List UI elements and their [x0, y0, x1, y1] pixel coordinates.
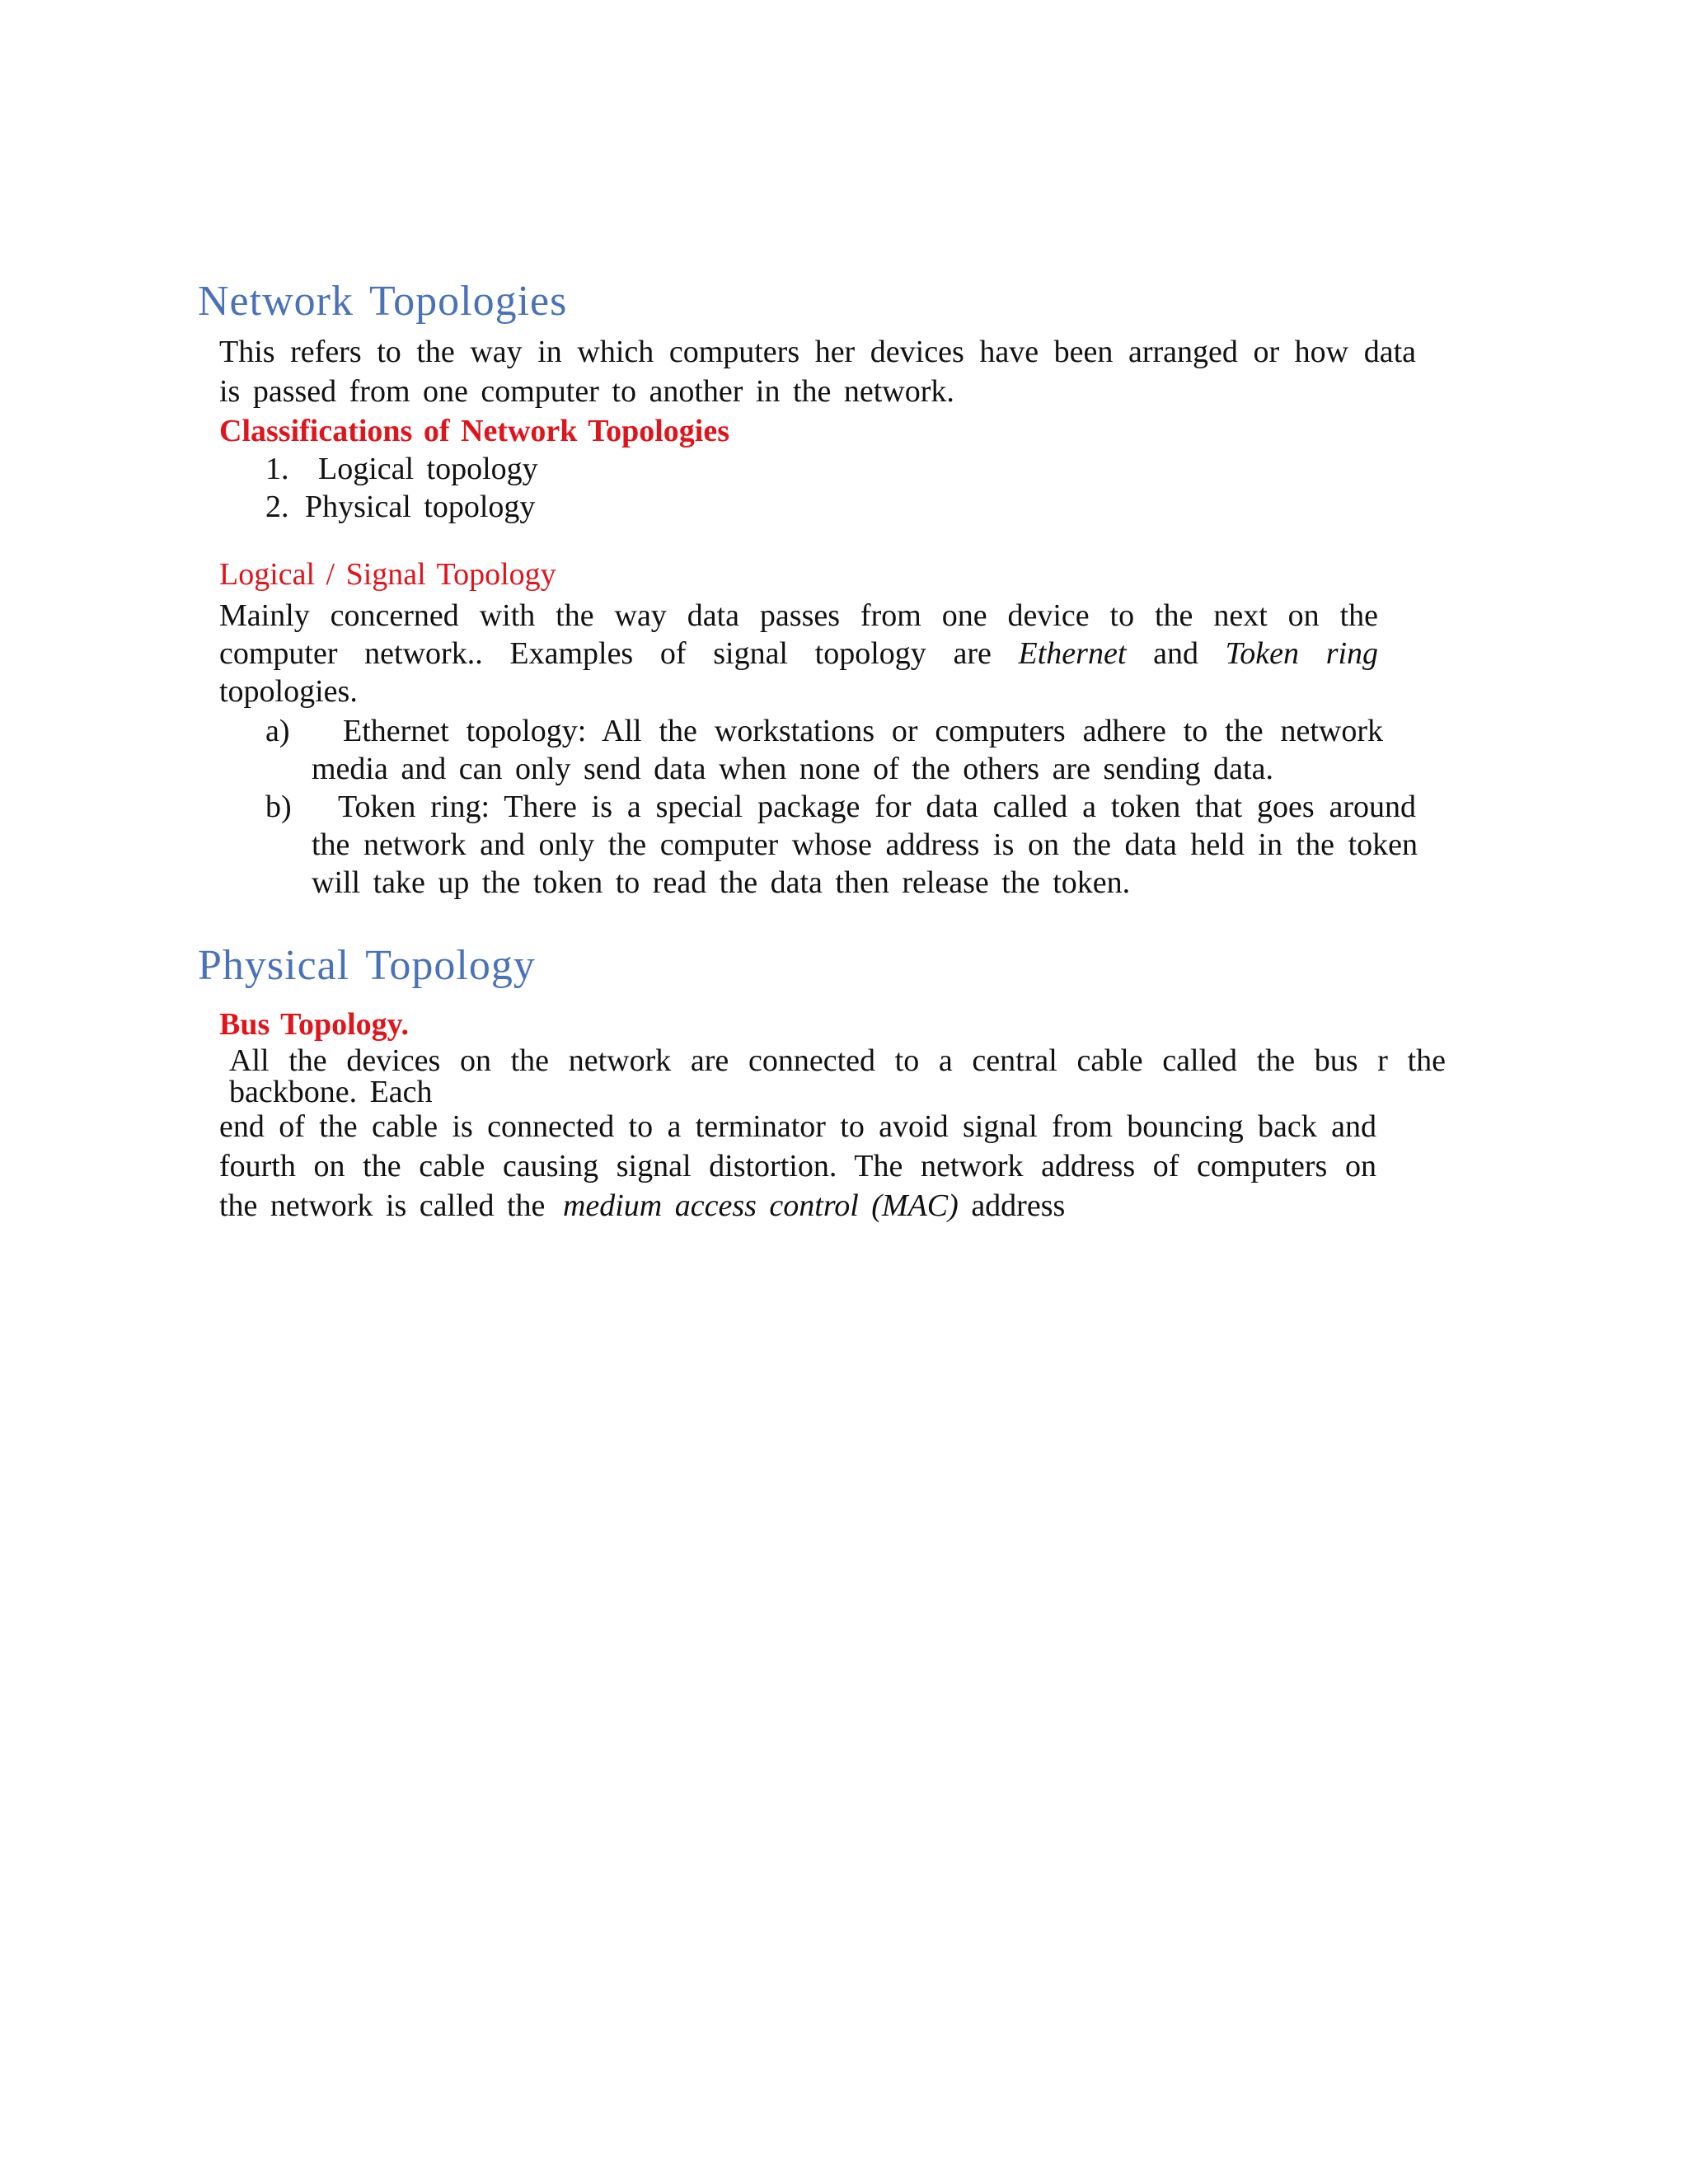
- intro-paragraph-line-2: is passed from one computer to another in the network.: [219, 374, 954, 409]
- logical-item-b-line-1: Token ring: There is a special package for data called a token that goes around: [338, 790, 1416, 824]
- bus-paragraph-line-3: end of the cable is connected to a terminator to avoid signal from bouncing back and: [219, 1109, 1376, 1144]
- logical-text-and: and: [1153, 636, 1198, 671]
- logical-paragraph-line-2: [219, 635, 1378, 673]
- classification-item-2: [265, 488, 535, 526]
- list-item-label: Physical topology: [305, 490, 536, 524]
- logical-text: computer network.. Examples of signal topology are: [219, 636, 992, 671]
- ethernet-term: Ethernet: [1018, 636, 1127, 671]
- classifications-heading: Classifications of Network Topologies: [219, 414, 729, 448]
- bus-paragraph-line-4: fourth on the cable causing signal distortion. The network address of computers on: [219, 1149, 1376, 1183]
- intro-paragraph-line-1: This refers to the way in which computers her devices have been arranged or how data: [219, 335, 1416, 369]
- logical-paragraph-line-3: topologies.: [219, 674, 358, 709]
- logical-item-a-marker: a): [265, 714, 290, 748]
- logical-paragraph-line-1: Mainly concerned with the way data passes from one device to the next on the: [219, 598, 1378, 633]
- logical-topology-heading: Logical / Signal Topology: [219, 557, 556, 592]
- logical-item-b-line-2: the network and only the computer whose address is on the data held in the token: [312, 827, 1418, 862]
- logical-item-a-line-2: media and can only send data when none of the others are sending data.: [312, 752, 1273, 786]
- token-ring-term: Token ring: [1225, 636, 1379, 671]
- list-marker: 1.: [265, 452, 289, 486]
- mac-term: medium access control (MAC): [562, 1188, 959, 1223]
- section-heading-physical-topology: Physical Topology: [198, 942, 536, 989]
- bus-text: the network is called the: [219, 1188, 546, 1223]
- logical-item-b-line-3: will take up the token to read the data then release the token.: [312, 865, 1131, 900]
- logical-item-b-marker: b): [265, 790, 292, 824]
- bus-text-address: address: [971, 1188, 1066, 1223]
- bus-paragraph-line-2: backbone. Each: [229, 1075, 433, 1109]
- classification-item-1: [265, 450, 538, 488]
- bus-paragraph-line-1: All the devices on the network are connected to a central cable called the bus r the: [229, 1043, 1446, 1078]
- list-marker: 2.: [265, 490, 289, 524]
- section-heading-network-topologies: Network Topologies: [198, 278, 568, 325]
- logical-item-a-line-1: Ethernet topology: All the workstations or computers adhere to the network: [343, 714, 1383, 748]
- bus-paragraph-line-5: [219, 1187, 1065, 1225]
- bus-topology-heading: Bus Topology.: [219, 1007, 410, 1042]
- list-item-label: Logical topology: [318, 452, 538, 486]
